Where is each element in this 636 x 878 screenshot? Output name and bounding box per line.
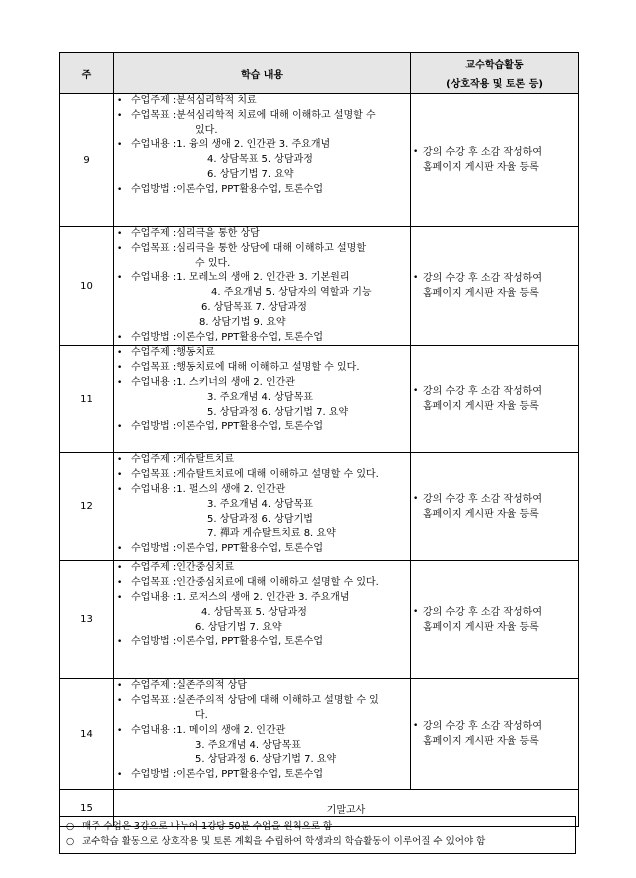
activity-text: 홈페이지 게시판 자율 등록: [423, 736, 539, 748]
week-number: 10: [60, 227, 114, 346]
bullet-icon: •: [117, 332, 123, 343]
lesson-contents-text: 1. 펄스의 생애 2. 인간관: [176, 483, 286, 495]
bullet-icon: •: [413, 493, 419, 504]
week-number: 11: [60, 346, 114, 453]
lesson-contents-text: 1. 융의 생애 2. 인간관 3. 주요개념: [176, 139, 331, 151]
content-cell: [114, 561, 411, 679]
lesson-contents-text: 1. 스키너의 생애 2. 인간관: [176, 376, 295, 388]
lesson-goal: [117, 576, 408, 591]
activity-item: [413, 605, 576, 635]
bullet-icon: •: [117, 96, 123, 106]
bullet-icon: •: [117, 377, 123, 388]
content-cell: [114, 227, 411, 346]
bullet-icon: •: [117, 140, 123, 151]
bullet-icon: •: [117, 273, 123, 284]
activity-text: 홈페이지 게시판 자율 등록: [423, 621, 539, 633]
lesson-contents-label: 수업내용 :: [131, 724, 177, 736]
table-row: [60, 561, 579, 679]
syllabus-table: [59, 52, 579, 827]
lesson-topic-label: 수업주제 :: [131, 95, 177, 106]
content-cell: [114, 679, 411, 790]
lesson-topic-text: 실존주의적 상담: [176, 680, 248, 692]
lesson-contents-text: 3. 주요개념 4. 상담목표: [195, 739, 301, 751]
bullet-icon: •: [117, 578, 123, 589]
table-row: [60, 679, 579, 790]
table-row: [60, 94, 579, 227]
bullet-icon: •: [117, 592, 123, 603]
lesson-goal-label: 수업목표 :: [131, 695, 177, 707]
lesson-topic-text: 게슈탈트치료: [176, 454, 235, 466]
circle-bullet-icon: ○: [66, 821, 75, 832]
lesson-topic-label: 수업주제 :: [131, 454, 177, 466]
lesson-contents-text: 3. 주요개념 4. 상담목표: [207, 498, 313, 510]
lesson-goal-text: 인간중심치료에 대해 이해하고 설명할 수 있다.: [176, 577, 379, 589]
table-row: [60, 227, 579, 346]
activity-text: 홈페이지 게시판 자율 등록: [423, 162, 539, 173]
lesson-method-label: 수업방법 :: [131, 543, 177, 555]
lesson-goal: [117, 694, 408, 724]
lesson-contents-text: 7. 禪과 게슈탈트치료 8. 요약: [207, 528, 336, 540]
bullet-icon: •: [117, 544, 123, 555]
lesson-contents: [117, 376, 408, 420]
lesson-goal-text: 분석심리학적 치료에 대해 이해하고 설명할 수: [176, 109, 376, 121]
lesson-goal-text: 게슈탈트치료에 대해 이해하고 설명할 수 있다.: [176, 469, 379, 481]
lesson-goal-text: 행동치료에 대해 이해하고 설명할 수 있다.: [176, 362, 360, 374]
activity-text: 강의 수강 후 소감 작성하여: [423, 147, 542, 158]
activity-text: 홈페이지 게시판 자율 등록: [423, 401, 539, 413]
table-header-row: [60, 53, 579, 94]
bullet-icon: •: [413, 606, 419, 617]
lesson-method-text: 이론수업, PPT활용수업, 토론수업: [176, 421, 324, 433]
lesson-topic-text: 인간중심치료: [176, 562, 235, 574]
activity-item: [413, 384, 576, 414]
activity-cell: [411, 679, 579, 790]
header-content: 학습 내용: [114, 53, 411, 94]
lesson-contents-text: 1. 모레노의 생애 2. 인간관 3. 기본원리: [176, 272, 350, 284]
bullet-icon: •: [413, 721, 419, 732]
bullet-icon: •: [117, 681, 123, 692]
lesson-topic: [117, 679, 408, 694]
activity-cell: [411, 453, 579, 561]
lesson-goal-text: 있다.: [195, 124, 218, 136]
activity-text: 강의 수강 후 소감 작성하여: [423, 606, 542, 618]
bullet-icon: •: [117, 696, 123, 707]
lesson-method: [117, 635, 408, 650]
header-activity: [411, 53, 579, 94]
lesson-topic-text: 분석심리학적 치료: [176, 95, 257, 106]
lesson-contents: [117, 724, 408, 768]
lesson-goal: [117, 109, 408, 139]
lesson-contents-label: 수업내용 :: [131, 272, 177, 284]
bullet-icon: •: [117, 363, 123, 374]
lesson-goal: [117, 468, 408, 483]
bullet-icon: •: [117, 470, 123, 481]
activity-text: 강의 수강 후 소감 작성하여: [423, 721, 542, 733]
final-exam-label: 기말고사: [114, 790, 579, 827]
activity-text: 홈페이지 게시판 자율 등록: [423, 508, 539, 520]
week-number: 9: [60, 94, 114, 227]
lesson-method-text: 이론수업, PPT활용수업, 토론수업: [176, 183, 324, 195]
lesson-contents-label: 수업내용 :: [131, 591, 177, 603]
lesson-method-text: 이론수업, PPT활용수업, 토론수업: [176, 769, 324, 781]
note-text: 매주 수업은 3강으로 나누어 1강당 50분 수업을 원칙으로 함: [82, 821, 333, 832]
lesson-topic-text: 행동치료: [176, 347, 215, 359]
note-item: [66, 819, 575, 834]
lesson-topic: [117, 227, 408, 242]
lesson-contents-text: 4. 주요개념 5. 상담자의 역할과 기능: [211, 287, 372, 299]
lesson-topic: [117, 561, 408, 576]
table-row: [60, 346, 579, 453]
content-cell: [114, 94, 411, 227]
lesson-contents-text: 1. 로저스의 생애 2. 인간관 3. 주요개념: [176, 591, 350, 603]
activity-text: 강의 수강 후 소감 작성하여: [423, 493, 542, 505]
lesson-goal: [117, 361, 408, 376]
lesson-contents-text: 1. 메이의 생애 2. 인간관: [176, 724, 286, 736]
bullet-icon: •: [117, 110, 123, 121]
table-row: [60, 453, 579, 561]
lesson-contents: [117, 138, 408, 182]
activity-cell: [411, 561, 579, 679]
lesson-contents-text: 6. 상담기법 7. 요약: [207, 168, 294, 180]
lesson-goal-text: 다.: [195, 709, 208, 721]
bullet-icon: •: [117, 348, 123, 359]
activity-item: [413, 492, 576, 522]
lesson-topic-label: 수업주제 :: [131, 228, 177, 239]
lesson-contents-text: 5. 상담과정 6. 상담기법 7. 요약: [207, 406, 349, 418]
activity-text: 강의 수강 후 소감 작성하여: [423, 273, 542, 285]
lesson-goal-label: 수업목표 :: [131, 577, 177, 589]
lesson-topic: [117, 453, 408, 468]
bullet-icon: •: [413, 386, 419, 397]
lesson-goal-label: 수업목표 :: [131, 109, 177, 121]
lesson-topic-label: 수업주제 :: [131, 680, 177, 692]
content-cell: [114, 453, 411, 561]
lesson-method-label: 수업방법 :: [131, 331, 177, 343]
lesson-contents-text: 3. 주요개념 4. 상담목표: [207, 391, 313, 403]
lesson-method: [117, 768, 408, 783]
lesson-method: [117, 183, 408, 198]
bullet-icon: •: [117, 770, 123, 781]
lesson-method-label: 수업방법 :: [131, 636, 177, 648]
week-number: 15: [60, 790, 114, 827]
lesson-topic-label: 수업주제 :: [131, 347, 177, 359]
lesson-goal: [117, 242, 408, 272]
lesson-goal-text: 심리극을 통한 상담에 대해 이해하고 설명할: [176, 242, 366, 254]
activity-text: 홈페이지 게시판 자율 등록: [423, 288, 539, 300]
lesson-contents-label: 수업내용 :: [131, 376, 177, 388]
week-number: 13: [60, 561, 114, 679]
week-number: 14: [60, 679, 114, 790]
lesson-method: [117, 542, 408, 557]
lesson-method-text: 이론수업, PPT활용수업, 토론수업: [176, 543, 324, 555]
lesson-contents-text: 6. 상담기법 7. 요약: [195, 621, 282, 633]
lesson-contents: [117, 271, 408, 330]
lesson-goal-text: 실존주의적 상담에 대해 이해하고 설명할 수 있: [176, 695, 379, 707]
circle-bullet-icon: ○: [66, 836, 75, 847]
activity-cell: [411, 94, 579, 227]
bullet-icon: •: [413, 147, 419, 157]
lesson-contents-text: 4. 상담목표 5. 상담과정: [201, 606, 307, 618]
bullet-icon: •: [117, 563, 123, 574]
note-item: [66, 834, 575, 849]
bullet-icon: •: [117, 455, 123, 466]
activity-item: [413, 271, 576, 301]
activity-cell: [411, 227, 579, 346]
lesson-contents-text: 5. 상담과정 6. 상담기법: [207, 513, 313, 525]
lesson-method-label: 수업방법 :: [131, 421, 177, 433]
lesson-method: [117, 331, 408, 346]
content-cell: [114, 346, 411, 453]
note-text: 교수학습 활동으로 상호작용 및 토론 계획을 수립하여 학생과의 학습활동이 이루어질 수 있어야 함: [82, 836, 486, 847]
lesson-method-label: 수업방법 :: [131, 183, 177, 195]
activity-text: 강의 수강 후 소감 작성하여: [423, 386, 542, 398]
header-activity-line1: 교수학습활동: [465, 60, 524, 71]
lesson-method-label: 수업방법 :: [131, 769, 177, 781]
lesson-goal-text: 수 있다.: [195, 257, 231, 269]
bullet-icon: •: [117, 484, 123, 495]
header-week: 주: [60, 53, 114, 94]
activity-item: [413, 145, 576, 175]
lesson-topic-text: 심리극을 통한 상담: [176, 228, 260, 239]
lesson-method-text: 이론수업, PPT활용수업, 토론수업: [176, 636, 324, 648]
lesson-goal-label: 수업목표 :: [131, 242, 177, 254]
activity-item: [413, 719, 576, 749]
bullet-icon: •: [413, 273, 419, 284]
bullet-icon: •: [117, 422, 123, 433]
lesson-contents-label: 수업내용 :: [131, 139, 177, 151]
lesson-goal-label: 수업목표 :: [131, 469, 177, 481]
lesson-method-text: 이론수업, PPT활용수업, 토론수업: [176, 331, 324, 343]
bullet-icon: •: [117, 243, 123, 254]
lesson-contents-text: 8. 상담기법 9. 요약: [199, 316, 286, 328]
lesson-method: [117, 420, 408, 435]
activity-cell: [411, 346, 579, 453]
lesson-contents-text: 5. 상담과정 6. 상담기법 7. 요약: [195, 754, 337, 766]
lesson-goal-label: 수업목표 :: [131, 362, 177, 374]
lesson-topic-label: 수업주제 :: [131, 562, 177, 574]
bullet-icon: •: [117, 637, 123, 648]
bullet-icon: •: [117, 229, 123, 239]
lesson-contents: [117, 591, 408, 635]
lesson-contents: [117, 483, 408, 542]
lesson-topic: [117, 346, 408, 361]
lesson-contents-label: 수업내용 :: [131, 483, 177, 495]
lesson-contents-text: 4. 상담목표 5. 상담과정: [207, 154, 313, 166]
bullet-icon: •: [117, 725, 123, 736]
week-number: 12: [60, 453, 114, 561]
header-activity-line2: (상호작용 및 토론 등): [446, 79, 543, 90]
notes-box: [59, 816, 576, 854]
lesson-contents-text: 6. 상담목표 7. 상담과정: [201, 301, 307, 313]
lesson-topic: [117, 94, 408, 109]
bullet-icon: •: [117, 184, 123, 195]
